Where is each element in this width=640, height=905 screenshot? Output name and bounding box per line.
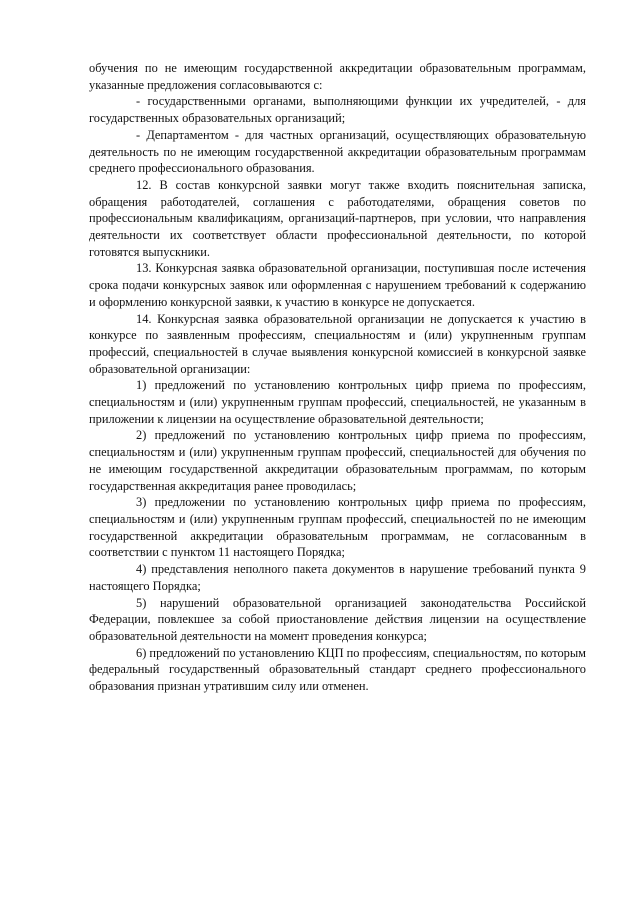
paragraph-13: 13. Конкурсная заявка образовательной организации, поступившая после истечения срока подачи конкурсных заявок или оформленная с нарушением требований к содержанию и оформлению конкурсной заявки, к участию в конкурсе не допускается. (89, 261, 586, 309)
paragraph-12: 12. В состав конкурсной заявки могут также входить пояснительная записка, обращения работодателей, соглашения с работодателями, обращения советов по профессиональным квалификациям, организаций-партнеров, при условии, что направления деятельности их соответствует области профессиональной деятельности, по которой готовятся выпускники. (89, 177, 586, 259)
list-item-4: 4) представления неполного пакета документов в нарушение требований пункта 9 настоящего Порядка; (89, 562, 586, 593)
list-item-6: 6) предложений по установлению КЦП по профессиям, специальностям, по которым федеральный государственный образовательный стандарт среднего профессионального образования признан утратившим силу или отменен. (89, 645, 586, 694)
paragraph-state-bodies: - государственными органами, выполняющими функции их учредителей, - для государственных образовательных организаций; (89, 94, 586, 126)
list-item-3: 3) предложении по установлению контрольных цифр приема по профессиям, специальностям и (или) укрупненным группам профессий, специальностей по не имеющим государственной аккредитации образовательным программам, не согласованным в соответствии с пунктом 11 настоящего Порядка; (89, 495, 586, 560)
paragraph-department: - Департаментом - для частных организаций, осуществляющих образовательную деятельность по не имеющим государственной аккредитации образовательным программам среднего профессионального образования. (89, 127, 586, 176)
list-item-2: 2) предложений по установлению контрольных цифр приема по профессиям, специальностям и (или) укрупненным группам профессий, специальностей для обучения по не имеющим государственной аккредитации образовательным программам, по которым государственная аккредитация ранее проводилась; (89, 428, 586, 493)
list-item-1: 1) предложений по установлению контрольных цифр приема по профессиям, специальностям и (или) укрупненным группам профессий, специальностей, не указанным в приложении к лицензии на осуществление образовательной деятельности; (89, 378, 586, 426)
paragraph-continuation: обучения по не имеющим государственной аккредитации образовательным программам, указанные предложения согласовываются с: (89, 61, 586, 92)
paragraph-14: 14. Конкурсная заявка образовательной организации не допускается к участию в конкурсе по заявленным профессиям, специальностям и (или) укрупненным группам профессий, специальностей в случае выявления конкурсной комиссией в конкурсной заявке образовательной организации: (89, 311, 586, 376)
document-page (89, 60, 586, 695)
list-item-5: 5) нарушений образовательной организацией законодательства Российской Федерации, повлекшее за собой приостановление действия лицензии на осуществление образовательной деятельности на момент проведения конкурса; (89, 595, 586, 643)
